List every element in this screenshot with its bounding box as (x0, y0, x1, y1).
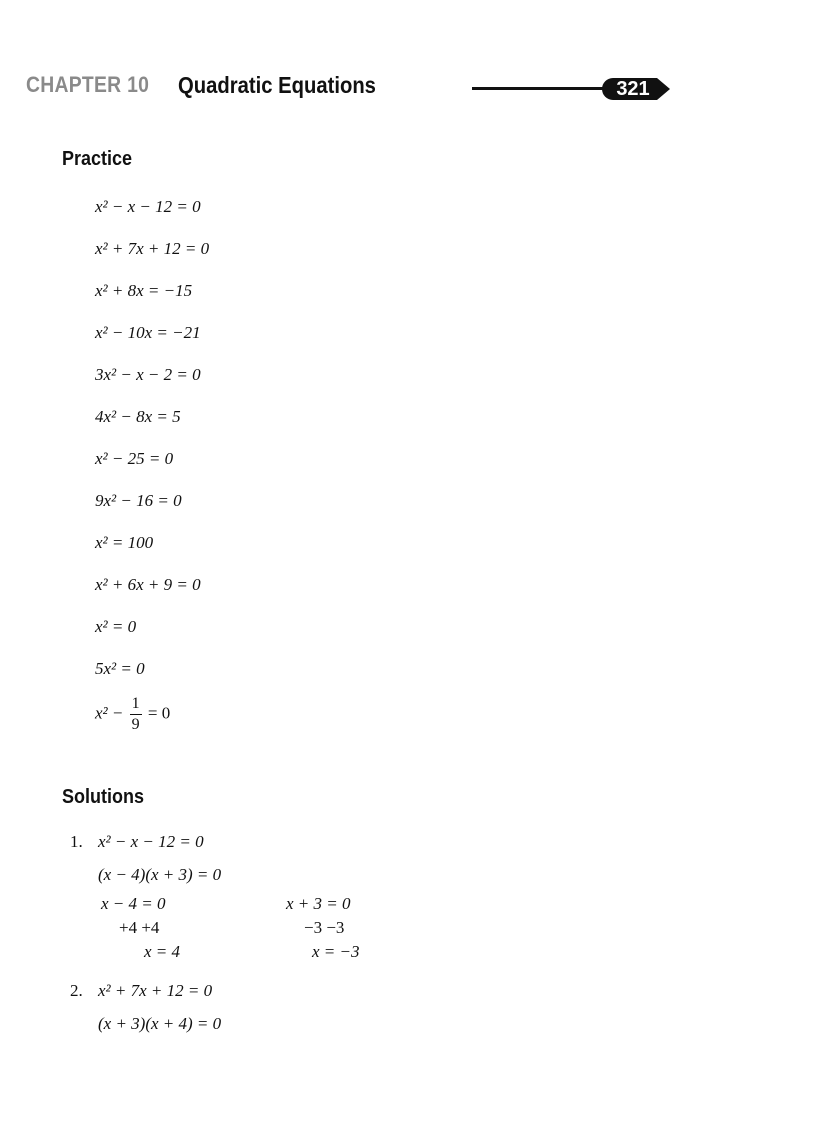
solution-factored: (x − 4)(x + 3) = 0 (98, 865, 222, 884)
problem-equation: x² = 100 (95, 533, 154, 552)
practice-heading: Practice (62, 148, 133, 170)
solution-step: x = −3 (312, 942, 360, 961)
problem-equation: 5x² = 0 (95, 659, 145, 678)
solution-step: +4 +4 (119, 918, 160, 937)
problem-equation: 9x² − 16 = 0 (95, 491, 182, 510)
problem-equation: x² = 0 (95, 617, 137, 636)
fraction-denominator: 9 (131, 716, 140, 733)
equation-prefix: x² − (95, 703, 124, 723)
solution-equation: x² − x − 12 = 0 (98, 832, 204, 851)
fraction-numerator: 1 (130, 696, 142, 715)
chapter-label: CHAPTER 10 (26, 72, 150, 97)
solution-step: x + 3 = 0 (286, 894, 351, 913)
problem-equation: 4x² − 8x = 5 (95, 407, 181, 426)
problem-equation (95, 696, 170, 733)
solution-factored: (x + 3)(x + 4) = 0 (98, 1014, 222, 1033)
problem-equation: x² − 25 = 0 (95, 449, 174, 468)
problem-equation: x² + 7x + 12 = 0 (95, 239, 210, 258)
equation-suffix: = 0 (147, 703, 171, 723)
solution-step: −3 −3 (304, 918, 345, 937)
solution-number: 1. (70, 832, 83, 851)
problem-equation: 3x² − x − 2 = 0 (95, 365, 201, 384)
solution-number: 2. (70, 981, 83, 1000)
fraction (130, 696, 142, 733)
page-number: 321 (616, 78, 650, 100)
solution-equation: x² + 7x + 12 = 0 (98, 981, 213, 1000)
problem-equation: x² − 10x = −21 (95, 323, 201, 342)
solutions-heading: Solutions (62, 786, 144, 808)
solution-step: x = 4 (144, 942, 181, 961)
problem-equation: x² − x − 12 = 0 (95, 197, 201, 216)
page-header (0, 0, 816, 110)
problem-equation: x² + 8x = −15 (95, 281, 193, 300)
header-rule (472, 87, 620, 90)
solution-step: x − 4 = 0 (101, 894, 166, 913)
chapter-title: Quadratic Equations (178, 72, 376, 98)
problem-equation: x² + 6x + 9 = 0 (95, 575, 201, 594)
